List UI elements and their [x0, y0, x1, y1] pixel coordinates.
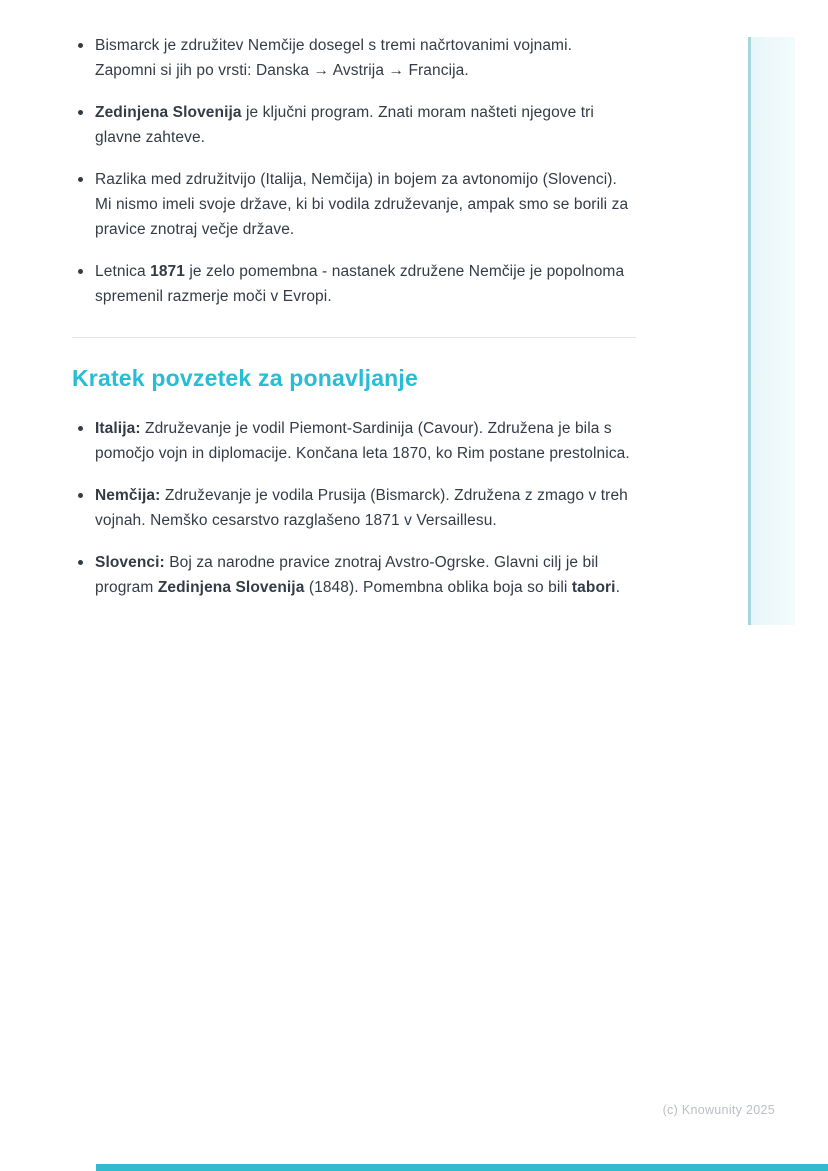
text-segment: (1848). Pomembna oblika boja so bili — [304, 579, 572, 596]
list-item — [72, 167, 636, 242]
text-segment: Bismarck je združitev Nemčije dosegel s tremi načrtovanimi vojnami. Zapomni si jih po vrsti: Danska → Avstrija → Francija. — [95, 37, 573, 79]
list-item — [72, 550, 636, 600]
text-segment: tabori — [571, 579, 616, 596]
section-divider — [72, 337, 636, 338]
text-segment: Letnica — [95, 263, 151, 280]
list-item — [72, 259, 636, 309]
page-footer — [663, 1103, 775, 1117]
list-item — [72, 100, 636, 150]
text-segment: Slovenci: — [95, 554, 165, 571]
text-segment: Združevanje je vodil Piemont-Sardinija (Cavour). Združena je bila s pomočjo vojn in diplomacije. Končana leta 1870, ko Rim postane prestolnica. — [95, 420, 630, 462]
text-segment: Razlika med združitvijo (Italija, Nemčija) in bojem za avtonomijo (Slovenci). Mi nismo imeli svoje države, ki bi vodila združevanje, ampak smo se borili za pravice znotraj večje države. — [95, 171, 629, 238]
list-item — [72, 483, 636, 533]
decorative-bottom-bar — [96, 1164, 828, 1171]
text-segment: Italija: — [95, 420, 141, 437]
summary-bullet-list — [72, 416, 636, 600]
text-segment: je ključni program. Znati moram našteti njegove tri glavne zahteve. — [95, 104, 594, 146]
list-item — [72, 416, 636, 466]
text-segment: . — [615, 579, 620, 596]
text-segment: 1871 — [150, 263, 185, 280]
list-item — [72, 33, 636, 83]
text-segment: Nemčija: — [95, 487, 161, 504]
text-segment: je zelo pomembna - nastanek združene Nemčije je popolnoma spremenil razmerje moči v Evropi. — [95, 263, 625, 305]
copyright-text: (c) Knowunity 2025 — [662, 1103, 775, 1117]
text-segment: Boj za narodne pravice znotraj Avstro-Ogrske. Glavni cilj je bil program — [95, 554, 599, 596]
decorative-side-strip — [748, 37, 795, 625]
summary-heading: Kratek povzetek za ponavljanje — [72, 365, 419, 391]
text-segment: Zedinjena Slovenija — [95, 104, 242, 121]
text-segment: Združevanje je vodila Prusija (Bismarck). Združena z zmago v treh vojnah. Nemško cesarstvo razglašeno 1871 v Versaillesu. — [95, 487, 628, 529]
notes-bullet-list — [72, 33, 636, 309]
notes-content — [72, 33, 636, 617]
text-segment: Zedinjena Slovenija — [157, 579, 305, 596]
